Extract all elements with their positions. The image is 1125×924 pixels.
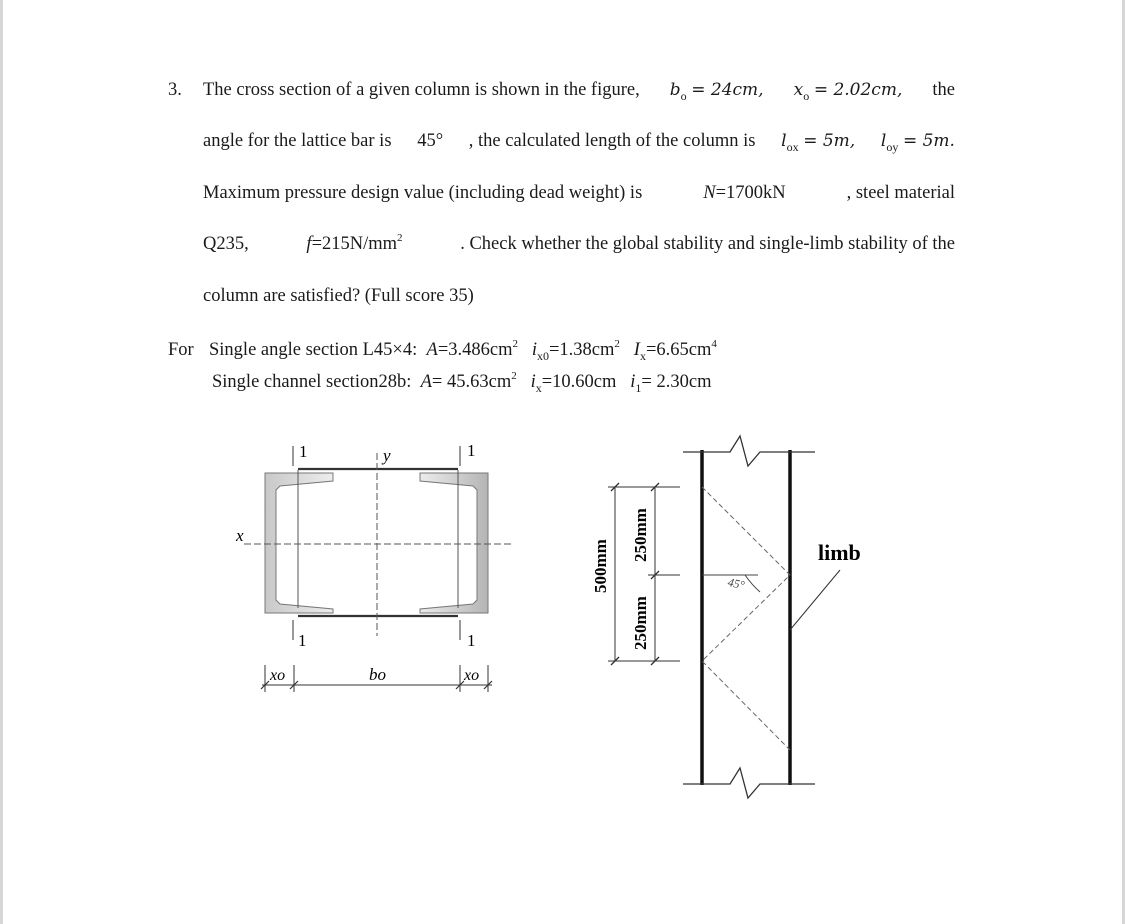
bottom-break-line bbox=[683, 768, 815, 798]
loy-value: $l_{oy} = 5m$. bbox=[880, 131, 955, 154]
lox-value: $l_{ox} = 5m$, bbox=[781, 131, 856, 154]
angle-label: 45° bbox=[726, 575, 746, 593]
section-label-1-br: 1 bbox=[467, 631, 476, 650]
x0-label-right: xo bbox=[464, 667, 480, 684]
section-label-1-tr: 1 bbox=[467, 441, 476, 460]
dim-250-upper-label: 250mm bbox=[631, 508, 650, 562]
right-channel-section bbox=[420, 473, 488, 613]
angle-section-label: Single angle section L45×4: bbox=[209, 340, 418, 360]
section-label-1-tl: 1 bbox=[299, 442, 308, 461]
f-value: $f=215N/mm^2$ bbox=[306, 232, 403, 254]
channel-area: $A= 45.63cm^2$ bbox=[420, 370, 517, 392]
section-label-1-bl: 1 bbox=[298, 631, 307, 650]
line1-end: the bbox=[932, 80, 955, 100]
angle-area: $A=3.486cm^2$ bbox=[426, 338, 518, 360]
for-label: For bbox=[168, 340, 194, 360]
dim-500-tick-bottom bbox=[611, 657, 619, 665]
b0-label: bo bbox=[369, 665, 386, 684]
channel-ix: $i_x=10.60cm$ bbox=[530, 372, 617, 395]
x0-label-left: xo bbox=[270, 667, 286, 684]
y-axis-label: y bbox=[383, 446, 391, 465]
line4-text: . Check whether the global stability and single-limb stability of the bbox=[460, 234, 955, 254]
dim-250-tick-bottom bbox=[651, 657, 659, 665]
angle-arc bbox=[745, 575, 760, 592]
line2-mid: , the calculated length of the column is bbox=[468, 131, 756, 151]
lattice-angle: 45° bbox=[417, 131, 444, 151]
b0-value: $b_o = 24cm$, bbox=[669, 80, 764, 103]
line2-text: angle for the lattice bar is bbox=[203, 131, 392, 151]
angle-ix0: $i_{x0}=1.38cm^2$ bbox=[531, 338, 620, 363]
dim-500-tick-top bbox=[611, 483, 619, 491]
channel-section-label: Single channel section28b: bbox=[212, 372, 412, 392]
limb-leader-line bbox=[790, 570, 840, 630]
problem-number: 3. bbox=[168, 80, 182, 100]
n-value: N=1700kN bbox=[703, 183, 786, 203]
left-channel-section bbox=[265, 473, 333, 613]
limb-label: limb bbox=[818, 540, 861, 565]
line3-text: Maximum pressure design value (including dead weight) is bbox=[203, 183, 643, 203]
problem-line-5: column are satisfied? (Full score 35) bbox=[203, 286, 474, 306]
dim-250-tick-top bbox=[651, 483, 659, 491]
dim-250-lower-label: 250mm bbox=[631, 596, 650, 650]
x0-value: $x_o = 2.02cm$, bbox=[793, 80, 903, 103]
lattice-bars bbox=[702, 487, 790, 750]
x-axis-label: x bbox=[236, 526, 244, 545]
channel-i1: $i_1= 2.30cm$ bbox=[630, 372, 712, 395]
line4-steel: Q235, bbox=[203, 234, 249, 254]
line3-end: , steel material bbox=[846, 183, 955, 203]
dim-250-tick-mid bbox=[651, 571, 659, 579]
line1-text: The cross section of a given column is shown in the figure, bbox=[203, 80, 640, 100]
dim-500-label: 500mm bbox=[591, 539, 610, 593]
angle-ix: $I_x=6.65cm^4$ bbox=[633, 338, 717, 363]
cross-section-figure bbox=[0, 0, 540, 720]
top-break-line bbox=[683, 436, 815, 466]
